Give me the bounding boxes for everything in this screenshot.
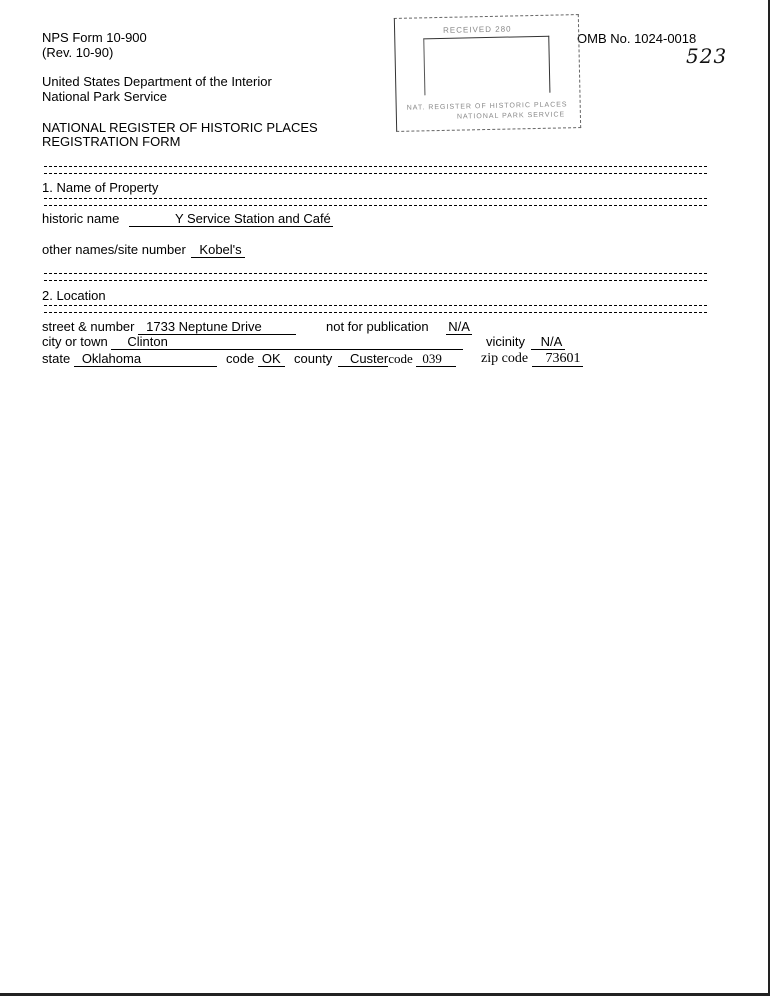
historic-name-row — [42, 211, 333, 227]
omb-number: OMB No. 1024-0018 — [577, 31, 697, 46]
section-separator — [44, 273, 707, 281]
vicinity-value: N/A — [531, 335, 566, 350]
other-names-row — [42, 242, 245, 258]
form-revision: (Rev. 10-90) — [42, 45, 114, 60]
state-code-value: OK — [258, 352, 285, 367]
city-row — [42, 334, 463, 350]
county-row — [294, 351, 456, 367]
not-for-publication-label: not for publication — [326, 319, 429, 334]
state-value: Oklahoma — [74, 352, 217, 367]
street-value: 1733 Neptune Drive — [138, 320, 296, 335]
handwritten-number: 523 — [686, 44, 728, 68]
city-value: Clinton — [111, 335, 463, 350]
section-separator — [44, 198, 707, 206]
form-title-line2: REGISTRATION FORM — [42, 134, 181, 149]
zip-value: 73601 — [532, 352, 583, 367]
county-label: county — [294, 351, 333, 366]
street-row — [42, 319, 296, 335]
form-title-line1: NATIONAL REGISTER OF HISTORIC PLACES — [42, 120, 318, 135]
received-stamp — [394, 14, 581, 132]
state-label: state — [42, 351, 71, 366]
other-names-label: other names/site number — [42, 242, 186, 257]
service-name: National Park Service — [42, 89, 167, 104]
section-separator — [44, 305, 707, 313]
stamp-line3: NATIONAL PARK SERVICE — [456, 111, 566, 121]
stamp-line2: NAT. REGISTER OF HISTORIC PLACES — [406, 101, 568, 112]
state-code-row — [226, 351, 285, 367]
stamp-line1: RECEIVED 280 — [443, 24, 512, 35]
street-label: street & number — [42, 319, 135, 334]
state-code-label: code — [226, 351, 255, 366]
zip-row — [481, 351, 583, 367]
form-number: NPS Form 10-900 — [42, 30, 147, 45]
vicinity-row — [486, 334, 565, 350]
other-names-value: Kobel's — [191, 243, 244, 258]
section-separator — [44, 166, 707, 174]
vicinity-label: vicinity — [486, 334, 526, 349]
zip-label: zip code — [481, 351, 529, 366]
section1-heading: 1. Name of Property — [42, 180, 159, 195]
not-for-publication-row — [326, 319, 472, 335]
county-code-value: 039 — [416, 352, 456, 367]
stamp-inner-box — [423, 36, 550, 96]
historic-name-value: Y Service Station and Café — [129, 212, 333, 227]
not-for-publication-value: N/A — [448, 319, 470, 334]
county-code-label: code — [388, 351, 413, 366]
county-value: Custer — [338, 352, 388, 367]
section2-heading: 2. Location — [42, 288, 106, 303]
city-label: city or town — [42, 334, 108, 349]
department-name: United States Department of the Interior — [42, 74, 272, 89]
historic-name-label: historic name — [42, 211, 120, 226]
state-row — [42, 351, 217, 367]
